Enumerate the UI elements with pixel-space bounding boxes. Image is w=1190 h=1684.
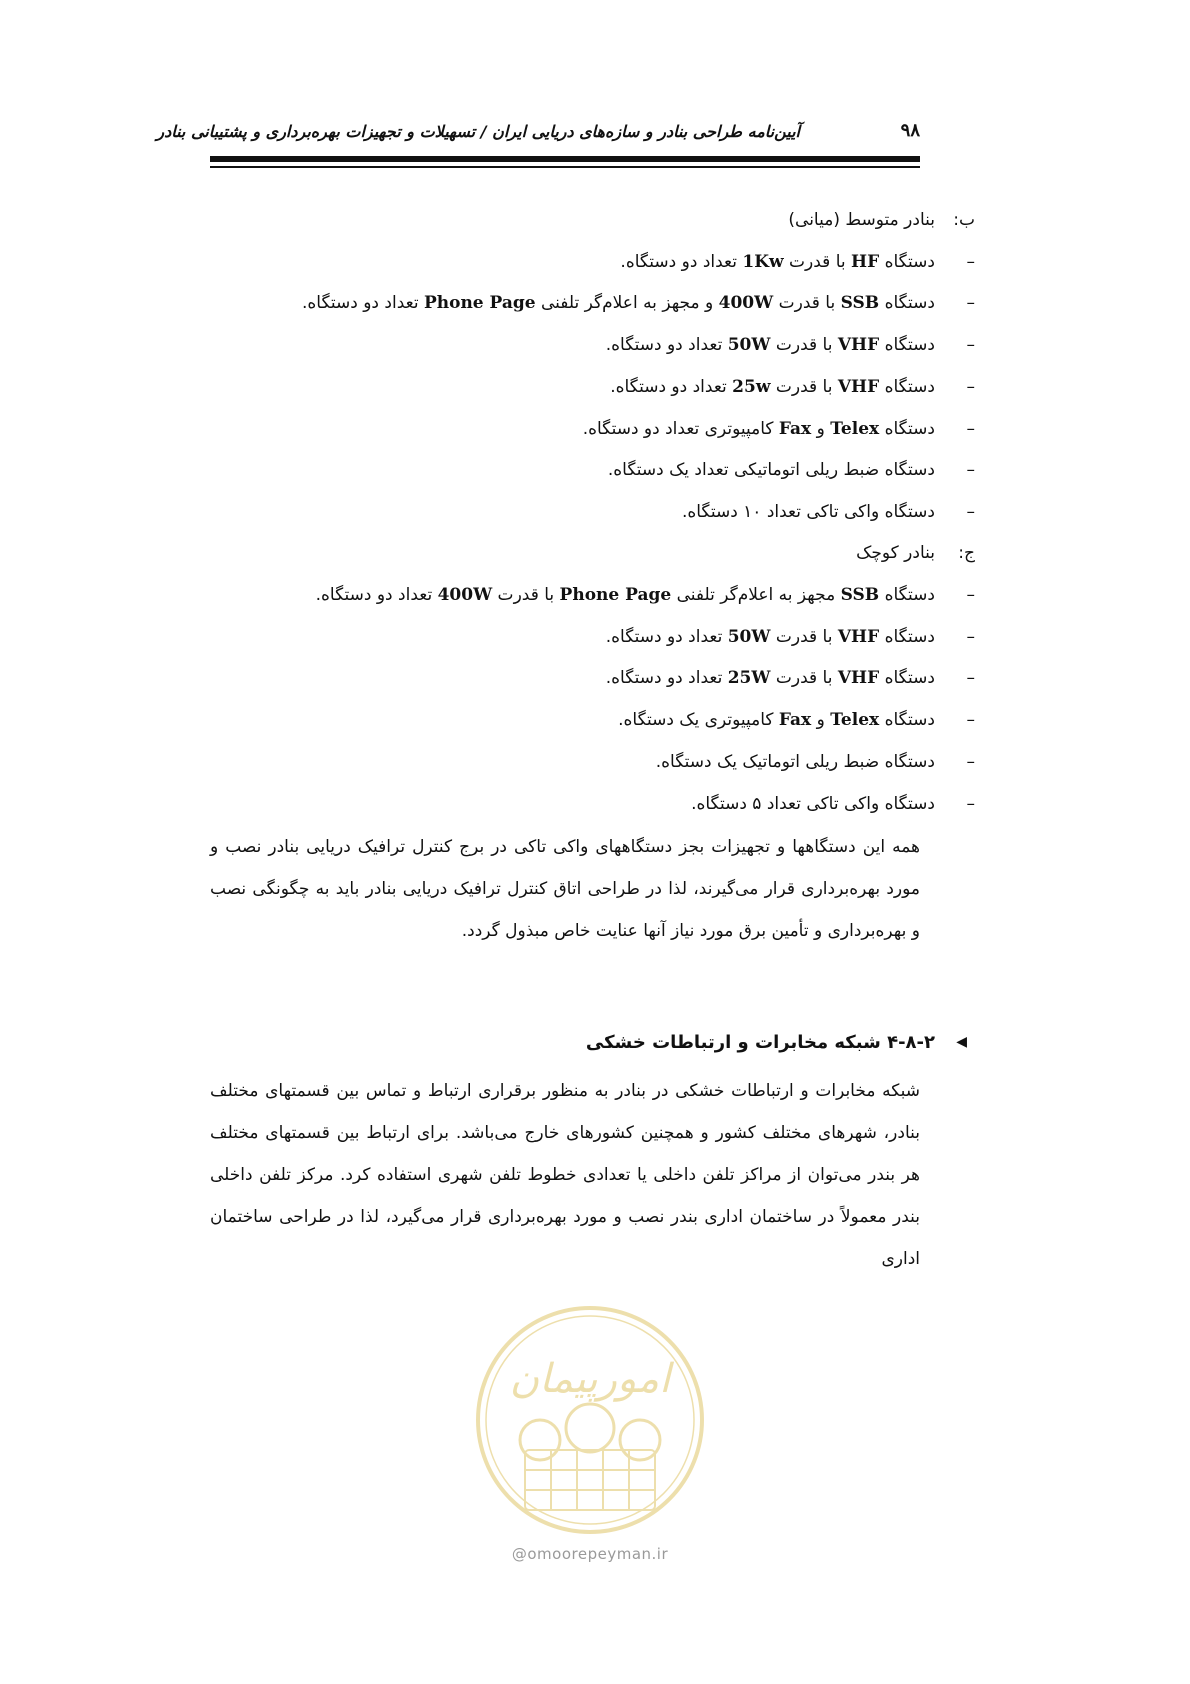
- section-title: شبکه مخابرات و ارتباطات خشکی: [585, 1032, 881, 1053]
- section-b-title: بنادر متوسط (میانی): [788, 210, 935, 230]
- watermark-logo-text: امورپیمان: [509, 1356, 671, 1402]
- list-dash: –: [966, 585, 975, 605]
- list-dash: –: [966, 293, 975, 313]
- page-number: ۹۸: [900, 120, 920, 141]
- list-item-text: دستگاه واکی تاکی تعداد ۱۰ دستگاه.: [681, 502, 935, 522]
- section-b-heading: [788, 208, 975, 232]
- list-item: [618, 708, 975, 732]
- list-item-text: دستگاه Telex و Fax کامپیوتری یک دستگاه.: [618, 710, 935, 730]
- section-c-heading: [856, 541, 975, 565]
- list-dash: –: [966, 377, 975, 397]
- body-paragraph: همه این دستگاهها و تجهیزات بجز دستگاههای واکی تاکی در برج کنترل ترافیک دریایی بنادر نصب و مورد بهره‌برداری قرار می‌گیرند، لذا در طراحی اتاق کنترل ترافیک دریایی بنادر باید به چگونگی نصب و بهره‌برداری و تأمین برق مورد نیاز آنها عنایت خاص مبذول گردد.: [210, 837, 920, 941]
- list-item-text: دستگاه VHF با قدرت 50W تعداد دو دستگاه.: [605, 627, 935, 647]
- list-item: [605, 625, 975, 649]
- list-item: [315, 583, 975, 607]
- list-dash: –: [966, 627, 975, 647]
- list-item-text: دستگاه SSB مجهز به اعلام‌گر تلفنی Phone Page با قدرت 400W تعداد دو دستگاه.: [315, 585, 935, 605]
- list-dash: –: [966, 668, 975, 688]
- list-item: [691, 792, 975, 816]
- list-item: [582, 417, 975, 441]
- list-dash: –: [966, 419, 975, 439]
- section-number: ۴-۸-۲: [887, 1032, 935, 1053]
- list-item-text: دستگاه SSB با قدرت 400W و مجهز به اعلام‌گر تلفنی Phone Page تعداد دو دستگاه.: [302, 293, 935, 313]
- list-item: [610, 375, 975, 399]
- list-item: [655, 750, 975, 774]
- list-dash: –: [966, 794, 975, 814]
- header-rule-thin: [210, 166, 920, 168]
- section-b-marker: ب:: [953, 210, 975, 230]
- list-item-text: دستگاه واکی تاکی تعداد ۵ دستگاه.: [691, 794, 935, 814]
- list-item-text: دستگاه Telex و Fax کامپیوتری تعداد دو دستگاه.: [582, 419, 935, 439]
- list-item: [681, 500, 975, 524]
- list-dash: –: [966, 710, 975, 730]
- list-item-text: دستگاه ضبط ریلی اتوماتیکی تعداد یک دستگاه.: [607, 460, 935, 480]
- list-item-text: دستگاه ضبط ریلی اتوماتیک یک دستگاه.: [655, 752, 935, 772]
- list-item-text: دستگاه VHF با قدرت 25w تعداد دو دستگاه.: [610, 377, 935, 397]
- list-dash: –: [966, 335, 975, 355]
- list-dash: –: [966, 252, 975, 272]
- list-item: [620, 250, 975, 274]
- list-item-text: دستگاه VHF با قدرت 50W تعداد دو دستگاه.: [605, 335, 935, 355]
- list-item-text: دستگاه VHF با قدرت 25W تعداد دو دستگاه.: [605, 668, 935, 688]
- list-item: [302, 291, 975, 315]
- list-item: [605, 666, 975, 690]
- header-rule-thick: [210, 156, 920, 162]
- list-dash: –: [966, 752, 975, 772]
- list-item-text: دستگاه HF با قدرت 1Kw تعداد دو دستگاه.: [620, 252, 935, 272]
- triangle-bullet-icon: ◀: [956, 1034, 967, 1050]
- list-item: [607, 458, 975, 482]
- running-header: آیین‌نامه طراحی بنادر و سازه‌های دریایی ایران / تسهیلات و تجهیزات بهره‌برداری و پشتیبانی بنادر: [156, 122, 800, 141]
- section-c-title: بنادر کوچک: [856, 543, 935, 563]
- watermark-url: @omoorepeyman.ir: [511, 1545, 669, 1563]
- body-paragraph: شبکه مخابرات و ارتباطات خشکی در بنادر به منظور برقراری ارتباط و تماس بین قسمتهای مختلف بنادر، شهرهای مختلف کشور و همچنین کشورهای خارج می‌باشد. برای ارتباط بین قسمتهای مختلف هر بندر می‌توان از مراکز تلفن داخلی یا تعدادی خطوط تلفن شهری استفاده کرد. مرکز تلفن داخلی بندر معمولاً در ساختمان اداری بندر نصب و مورد بهره‌برداری قرار می‌گیرد، لذا در طراحی ساختمان اداری: [210, 1081, 920, 1269]
- list-dash: –: [966, 460, 975, 480]
- list-dash: –: [966, 502, 975, 522]
- section-heading: [585, 1032, 967, 1053]
- watermark-logo: [470, 1300, 710, 1540]
- section-c-marker: ج:: [958, 543, 975, 563]
- list-item: [605, 333, 975, 357]
